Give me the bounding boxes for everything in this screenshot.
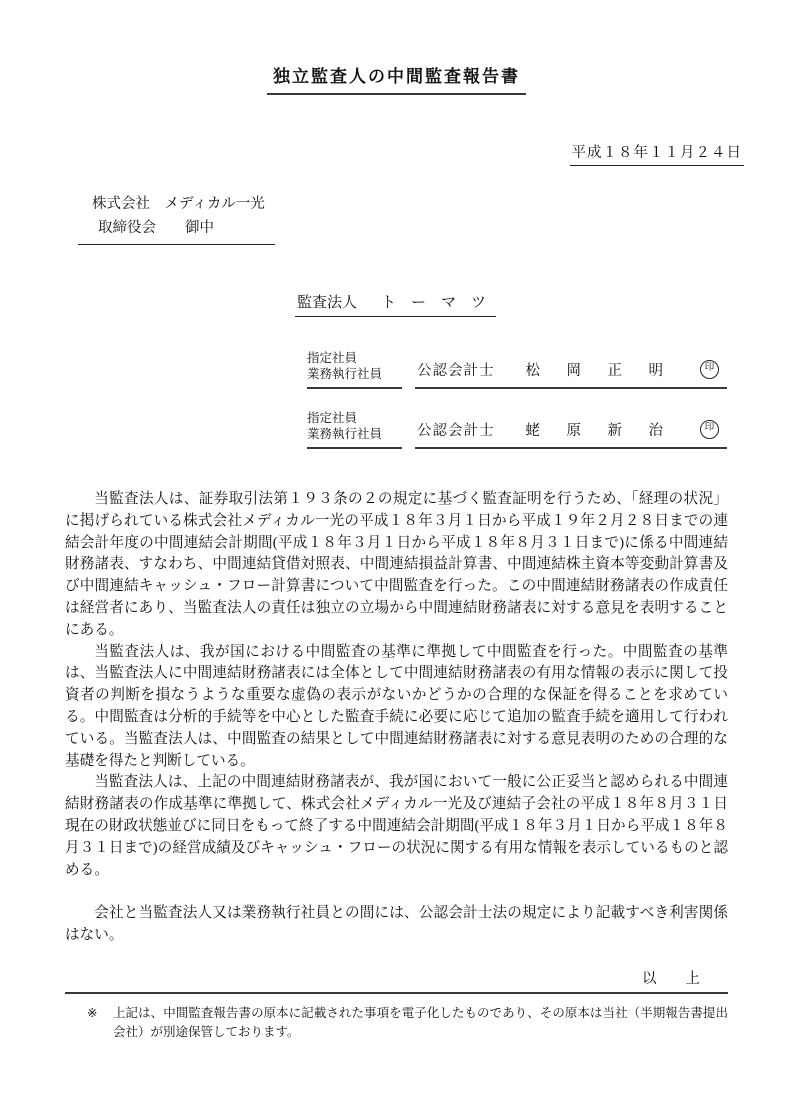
- page-title: 独立監査人の中間監査報告書: [267, 62, 526, 95]
- audit-firm-name: ト ー マ ツ: [381, 295, 487, 311]
- signatory-line: [415, 411, 727, 449]
- audit-firm-row: [295, 291, 728, 317]
- footnote-text: 上記は、中間監査報告書の原本に記載された事項を電子化したものであり、その原本は当社（半期報告書提出会社）が別途保管しております。: [113, 1005, 728, 1040]
- signature-block-2: [307, 411, 728, 449]
- title-wrap: [65, 62, 728, 95]
- report-date: 平成１８年１１月２４日: [570, 141, 745, 166]
- audit-firm: [295, 291, 496, 317]
- signatory-role: [307, 411, 402, 449]
- signature-block-1: [307, 351, 728, 389]
- closing-row: [65, 967, 728, 988]
- signatory-role-line1: 指定社員: [307, 411, 358, 425]
- body-paragraph: 会社と当監査法人又は業務執行社員との間には、公認会計士法の規定により記載すべき利害関係はない。: [65, 905, 728, 944]
- signatory-line: [415, 351, 727, 389]
- report-body: [65, 489, 728, 947]
- footnote-marker: ※: [87, 1005, 98, 1020]
- addressee-company: 株式会社 メディカル一光: [92, 196, 265, 212]
- signatory-name: 蛯 原 新 治: [525, 422, 669, 439]
- closing-text: 以 上: [642, 970, 700, 987]
- body-paragraph: 当監査法人は、我が国における中間監査の基準に準拠して中間監査を行った。中間監査の基準は、当監査法人に中間連結財務諸表には全体として中間連結財務諸表の有用な情報の表示に関して投資者の判断を損なうような重要な虚偽の表示がないかどうかの合理的な保証を得ることを求めている。中間監査は分析的手続等を中心とした監査手続に必要に応じて追加の監査手続を適用して行われている。当監査法人は、中間監査の結果として中間連結財務諸表に対する意見表明のための合理的な基礎を得たと判断している。: [65, 643, 728, 769]
- signatory-title: 公認会計士: [417, 422, 495, 439]
- footnote: [87, 1004, 728, 1043]
- signatory-title: 公認会計士: [417, 362, 495, 379]
- seal-icon: 印: [700, 360, 719, 379]
- signatory-role-line1: 指定社員: [307, 351, 358, 365]
- body-paragraph: 当監査法人は、上記の中間連結財務諸表が、我が国において一般に公正妥当と認められる中間連結財務諸表の作成基準に準拠して、株式会社メディカル一光及び連結子会社の平成１８年８月３１日現在の財政状態並びに同日をもって終了する中間連結会計期間(平成１８年３月１日から平成１８年８月３１日まで)の経営成績及びキャッシュ・フローの状況に関する有用な情報を表示しているものと認める。: [65, 774, 728, 878]
- footer-divider: [65, 992, 728, 994]
- date-row: [65, 141, 744, 166]
- signatory-role-line2: 業務執行社員: [307, 366, 383, 381]
- addressee-block: [78, 192, 275, 245]
- signatory-name: 松 岡 正 明: [525, 362, 669, 379]
- audit-firm-label: 監査法人: [297, 295, 358, 311]
- signatory-role-line2: 業務執行社員: [307, 426, 383, 441]
- body-paragraph: 当監査法人は、証券取引法第１９３条の２の規定に基づく監査証明を行うため、「経理の状況」に掲げられている株式会社メディカル一光の平成１８年３月１日から平成１９年２月２８日までの連結会計年度の中間連結会計期間(平成１８年３月１日から平成１８年８月３１日まで)に係る中間連結財務諸表、すなわち、中間連結貸借対照表、中間連結損益計算書、中間連結株主資本等変動計算書及び中間連結キャッシュ・フロー計算書について中間監査を行った。この中間連結財務諸表の作成責任は経営者にあり、当監査法人の責任は独立の立場から中間連結財務諸表に対する意見を表明することにある。: [65, 491, 728, 638]
- signatory-role: [307, 351, 402, 389]
- addressee-recipient: 取締役会 御中: [98, 220, 214, 236]
- seal-icon: 印: [700, 420, 719, 439]
